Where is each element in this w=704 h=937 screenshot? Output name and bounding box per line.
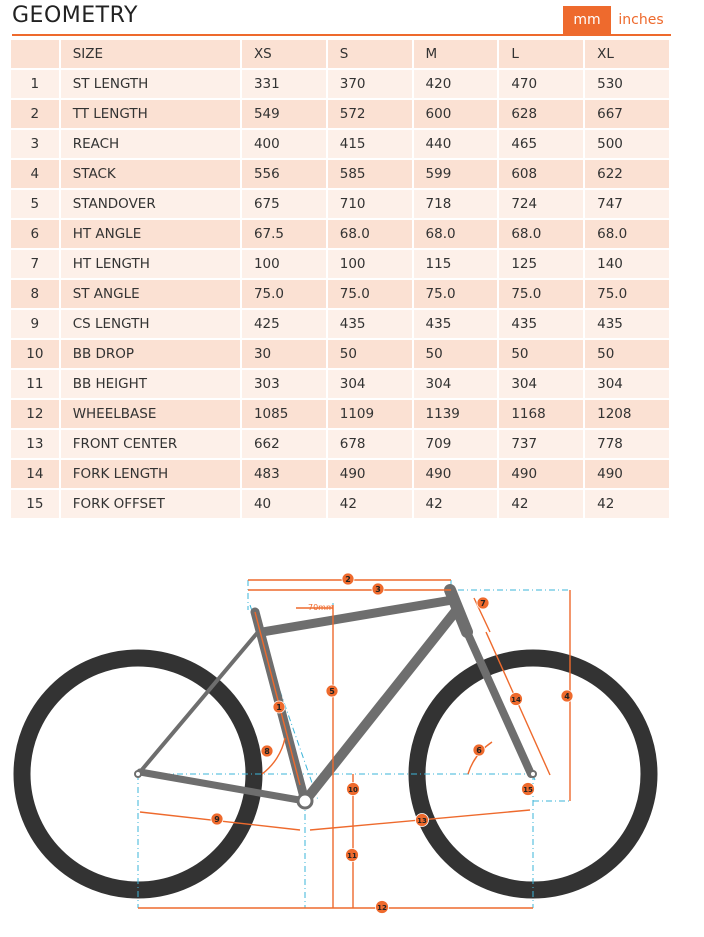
table-cell: 1085 (242, 400, 328, 428)
table-cell: 490 (414, 460, 500, 488)
table-cell: 778 (585, 430, 671, 458)
table-row (11, 160, 671, 188)
table-cell: 628 (499, 100, 585, 128)
table-cell: 75.0 (414, 280, 500, 308)
table-cell: 718 (414, 190, 500, 218)
table-cell: 662 (242, 430, 328, 458)
table-cell: 8 (11, 280, 61, 308)
dimension-marker-label: 14 (511, 696, 521, 704)
dimension-marker-label: 15 (523, 786, 533, 794)
dimension-marker-label: 12 (377, 904, 387, 912)
table-cell: 75.0 (585, 280, 671, 308)
table-cell: 435 (585, 310, 671, 338)
table-cell: CS LENGTH (61, 310, 242, 338)
table-cell: 675 (242, 190, 328, 218)
table-cell: 75.0 (499, 280, 585, 308)
column-header (11, 40, 61, 68)
table-cell: 425 (242, 310, 328, 338)
table-cell: STANDOVER (61, 190, 242, 218)
dimension-marker-label: 1 (276, 703, 282, 712)
table-row (11, 130, 671, 158)
table-cell: 1208 (585, 400, 671, 428)
table-cell: 724 (499, 190, 585, 218)
table-cell: 30 (242, 340, 328, 368)
table-cell: 608 (499, 160, 585, 188)
table-cell: 599 (414, 160, 500, 188)
table-cell: 68.0 (414, 220, 500, 248)
table-cell: 68.0 (499, 220, 585, 248)
table-cell: 1109 (328, 400, 414, 428)
table-row (11, 190, 671, 218)
table-row (11, 250, 671, 278)
table-cell: 11 (11, 370, 61, 398)
table-cell: 68.0 (328, 220, 414, 248)
table-cell: 140 (585, 250, 671, 278)
table-cell: 100 (328, 250, 414, 278)
table-cell: 572 (328, 100, 414, 128)
table-cell: 68.0 (585, 220, 671, 248)
table-cell: 331 (242, 70, 328, 98)
unit-mm-button[interactable]: mm (563, 6, 611, 34)
dimension-marker (346, 849, 359, 862)
table-row (11, 490, 671, 518)
table-cell: 40 (242, 490, 328, 518)
dimension-marker-label: 2 (345, 575, 351, 584)
table-cell: 490 (499, 460, 585, 488)
column-header: M (414, 40, 500, 68)
table-cell: TT LENGTH (61, 100, 242, 128)
table-row (11, 370, 671, 398)
table-cell: 304 (585, 370, 671, 398)
table-cell: 435 (414, 310, 500, 338)
table-row (11, 100, 671, 128)
table-cell: 42 (328, 490, 414, 518)
page-title: GEOMETRY (12, 3, 138, 28)
table-cell: 100 (242, 250, 328, 278)
dimension-marker (473, 744, 485, 756)
table-cell: HT LENGTH (61, 250, 242, 278)
geometry-header (12, 0, 671, 34)
column-header: L (499, 40, 585, 68)
dimension-marker (561, 690, 573, 702)
table-row (11, 400, 671, 428)
table-cell: ST ANGLE (61, 280, 242, 308)
dimension-marker (376, 901, 389, 914)
table-row (11, 340, 671, 368)
table-cell: 42 (585, 490, 671, 518)
table-cell: 549 (242, 100, 328, 128)
table-cell: 483 (242, 460, 328, 488)
dimension-marker-label: 10 (348, 786, 358, 794)
table-cell: 4 (11, 160, 61, 188)
dimension-marker-label: 8 (264, 747, 270, 756)
table-cell: 3 (11, 130, 61, 158)
dimension-marker (211, 813, 223, 825)
table-cell: 400 (242, 130, 328, 158)
bike-frame (135, 590, 536, 808)
dimension-marker-label: 6 (476, 746, 482, 755)
table-cell: 678 (328, 430, 414, 458)
table-cell: 15 (11, 490, 61, 518)
dimension-marker-label: 7 (480, 599, 486, 608)
table-cell: 125 (499, 250, 585, 278)
dimension-marker-label: 4 (564, 692, 570, 701)
table-cell: WHEELBASE (61, 400, 242, 428)
column-header: XS (242, 40, 328, 68)
dimension-marker (416, 814, 429, 827)
table-cell: 75.0 (242, 280, 328, 308)
table-cell: BB DROP (61, 340, 242, 368)
table-row (11, 220, 671, 248)
table-cell: 420 (414, 70, 500, 98)
table-cell: 12 (11, 400, 61, 428)
table-cell: 304 (328, 370, 414, 398)
dimension-marker (261, 745, 273, 757)
table-cell: 14 (11, 460, 61, 488)
table-cell: 115 (414, 250, 500, 278)
table-cell: FRONT CENTER (61, 430, 242, 458)
table-cell: 710 (328, 190, 414, 218)
dimension-marker (372, 583, 384, 595)
table-cell: FORK LENGTH (61, 460, 242, 488)
unit-toggle (563, 6, 671, 34)
table-cell: 50 (328, 340, 414, 368)
table-cell: BB HEIGHT (61, 370, 242, 398)
table-cell: 303 (242, 370, 328, 398)
table-cell: 42 (414, 490, 500, 518)
table-row (11, 460, 671, 488)
offset-70mm-label: 70mm (308, 603, 334, 612)
table-cell: 304 (499, 370, 585, 398)
table-cell: 10 (11, 340, 61, 368)
dimension-marker (342, 573, 354, 585)
table-cell: 9 (11, 310, 61, 338)
table-cell: 7 (11, 250, 61, 278)
dimension-marker-label: 3 (375, 585, 381, 594)
table-cell: 737 (499, 430, 585, 458)
table-cell: FORK OFFSET (61, 490, 242, 518)
table-cell: 600 (414, 100, 500, 128)
table-cell: 304 (414, 370, 500, 398)
dimension-marker-label: 11 (347, 852, 357, 860)
table-cell: 435 (499, 310, 585, 338)
table-cell: 50 (414, 340, 500, 368)
table-cell: 42 (499, 490, 585, 518)
table-row (11, 430, 671, 458)
table-cell: 415 (328, 130, 414, 158)
table-cell: 13 (11, 430, 61, 458)
table-cell: 585 (328, 160, 414, 188)
table-cell: 622 (585, 160, 671, 188)
table-cell: 67.5 (242, 220, 328, 248)
table-cell: 75.0 (328, 280, 414, 308)
table-cell: 440 (414, 130, 500, 158)
table-cell: 470 (499, 70, 585, 98)
table-cell: 500 (585, 130, 671, 158)
unit-inches-button[interactable]: inches (618, 12, 664, 28)
table-cell: REACH (61, 130, 242, 158)
column-header: S (328, 40, 414, 68)
table-cell: ST LENGTH (61, 70, 242, 98)
table-cell: 435 (328, 310, 414, 338)
table-cell: 530 (585, 70, 671, 98)
table-cell: 1168 (499, 400, 585, 428)
table-cell: 747 (585, 190, 671, 218)
dimension-marker (522, 783, 535, 796)
bike-geometry-diagram (0, 540, 704, 937)
table-cell: HT ANGLE (61, 220, 242, 248)
table-cell: 370 (328, 70, 414, 98)
dimension-marker-label: 13 (417, 817, 427, 825)
table-header-row (11, 40, 671, 68)
table-cell: 50 (499, 340, 585, 368)
table-cell: 6 (11, 220, 61, 248)
table-cell: 5 (11, 190, 61, 218)
column-header: XL (585, 40, 671, 68)
table-cell: 1139 (414, 400, 500, 428)
dimension-marker (273, 701, 285, 713)
table-cell: 50 (585, 340, 671, 368)
table-cell: 2 (11, 100, 61, 128)
table-cell: 667 (585, 100, 671, 128)
dimension-marker (510, 693, 523, 706)
geometry-table (11, 38, 671, 520)
table-cell: 709 (414, 430, 500, 458)
dimension-marker (347, 783, 360, 796)
header-divider (12, 34, 671, 36)
dimension-marker (326, 685, 338, 697)
table-cell: 1 (11, 70, 61, 98)
table-row (11, 70, 671, 98)
table-cell: 465 (499, 130, 585, 158)
dimension-marker-label: 9 (214, 815, 220, 824)
table-cell: STACK (61, 160, 242, 188)
table-row (11, 280, 671, 308)
table-cell: 556 (242, 160, 328, 188)
table-row (11, 310, 671, 338)
dimension-marker-label: 5 (329, 687, 335, 696)
table-cell: 490 (328, 460, 414, 488)
column-header: SIZE (61, 40, 242, 68)
table-cell: 490 (585, 460, 671, 488)
dimension-marker (477, 597, 489, 609)
